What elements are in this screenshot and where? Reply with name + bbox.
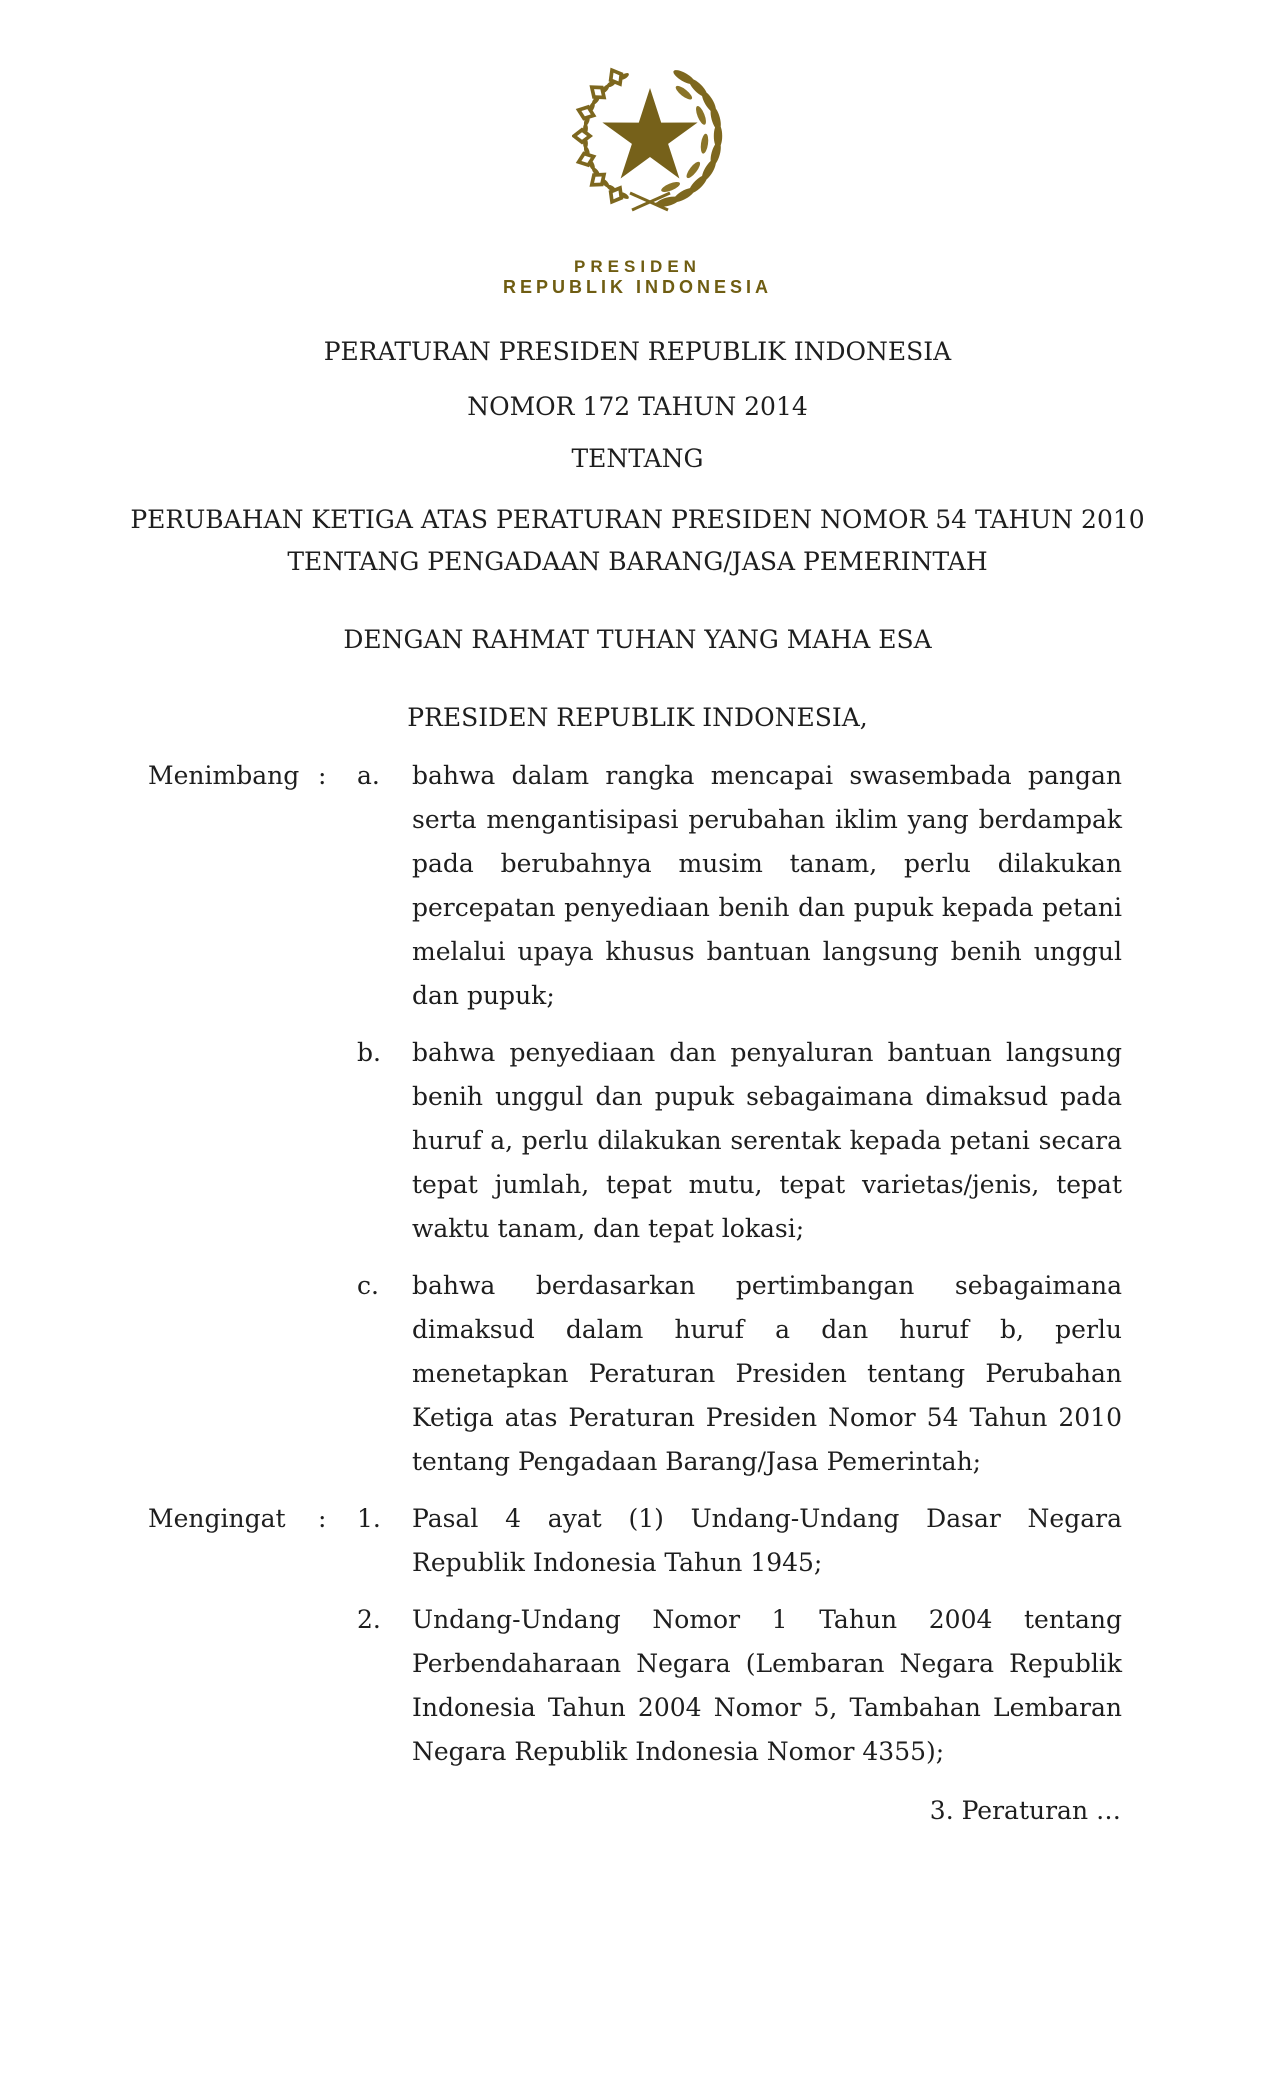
authority-line: PRESIDEN REPUBLIK INDONESIA, — [407, 703, 868, 732]
menimbang-item-c — [148, 1264, 1275, 1484]
subject-line-2: TENTANG PENGADAAN BARANG/JASA PEMERINTAH — [287, 547, 988, 576]
item-marker: b. — [357, 1038, 381, 1067]
invocation-line: DENGAN RAHMAT TUHAN YANG MAHA ESA — [343, 625, 932, 654]
doc-number: NOMOR 172 TAHUN 2014 — [467, 392, 808, 421]
mengingat-label: Mengingat — [148, 1504, 286, 1533]
item-text: bahwa berdasarkan pertimbangan sebagaimana dimaksud dalam huruf a dan huruf b, perlu menetapkan Peraturan Presiden tentang Perubahan Ketiga atas Peraturan Presiden Nomor 54 Tahun 2010 tentang Pengadaan Barang/Jasa Pemerintah; — [412, 1271, 1122, 1476]
menimbang-item-b — [148, 1031, 1275, 1251]
menimbang-item-a — [148, 754, 1275, 1018]
page-catchword: 3. Peraturan … — [929, 1796, 1121, 1825]
title-block — [0, 334, 1275, 736]
item-text: bahwa dalam rangka mencapai swasembada pangan serta mengantisipasi perubahan iklim yang berdampak pada berubahnya musim tanam, perlu dilakukan percepatan penyediaan benih dan pupuk kepada petani melalui upaya khusus bantuan langsung benih unggul dan pupuk; — [412, 761, 1122, 1010]
doc-type-title: PERATURAN PRESIDEN REPUBLIK INDONESIA — [323, 337, 952, 366]
item-marker: 2. — [357, 1605, 381, 1634]
star-icon — [602, 88, 697, 179]
item-text: bahwa penyediaan dan penyaluran bantuan langsung benih unggul dan pupuk sebagaimana dimaksud pada huruf a, perlu dilakukan serentak kepada petani secara tepat jumlah, tepat mutu, tepat varietas/jenis, tepat waktu tanam, dan tepat lokasi; — [412, 1038, 1122, 1243]
item-text: Undang-Undang Nomor 1 Tahun 2004 tentang Perbendaharaan Negara (Lembaran Negara Republik Indonesia Tahun 2004 Nomor 5, Tambahan Lembaran Negara Republik Indonesia Nomor 4355); — [412, 1605, 1122, 1766]
preamble — [148, 754, 1275, 1774]
mengingat-item-1 — [148, 1497, 1275, 1585]
presidential-seal — [572, 46, 732, 214]
menimbang-label: Menimbang — [148, 761, 300, 790]
about-label: TENTANG — [571, 444, 704, 473]
item-text: Pasal 4 ayat (1) Undang-Undang Dasar Negara Republik Indonesia Tahun 1945; — [412, 1504, 1122, 1577]
masthead — [0, 46, 1275, 298]
subject-line-1: PERUBAHAN KETIGA ATAS PERATURAN PRESIDEN NOMOR 54 TAHUN 2010 — [130, 505, 1145, 534]
seal-org-line2: REPUBLIK INDONESIA — [502, 277, 772, 297]
mengingat-item-2 — [148, 1598, 1275, 1774]
seal-org-line1: PRESIDEN — [574, 257, 701, 276]
item-marker: 1. — [357, 1504, 381, 1533]
mengingat-colon: : — [318, 1504, 327, 1533]
seal-org — [0, 258, 1275, 298]
menimbang-colon: : — [318, 761, 327, 790]
item-marker: a. — [357, 761, 380, 790]
item-marker: c. — [357, 1271, 379, 1300]
